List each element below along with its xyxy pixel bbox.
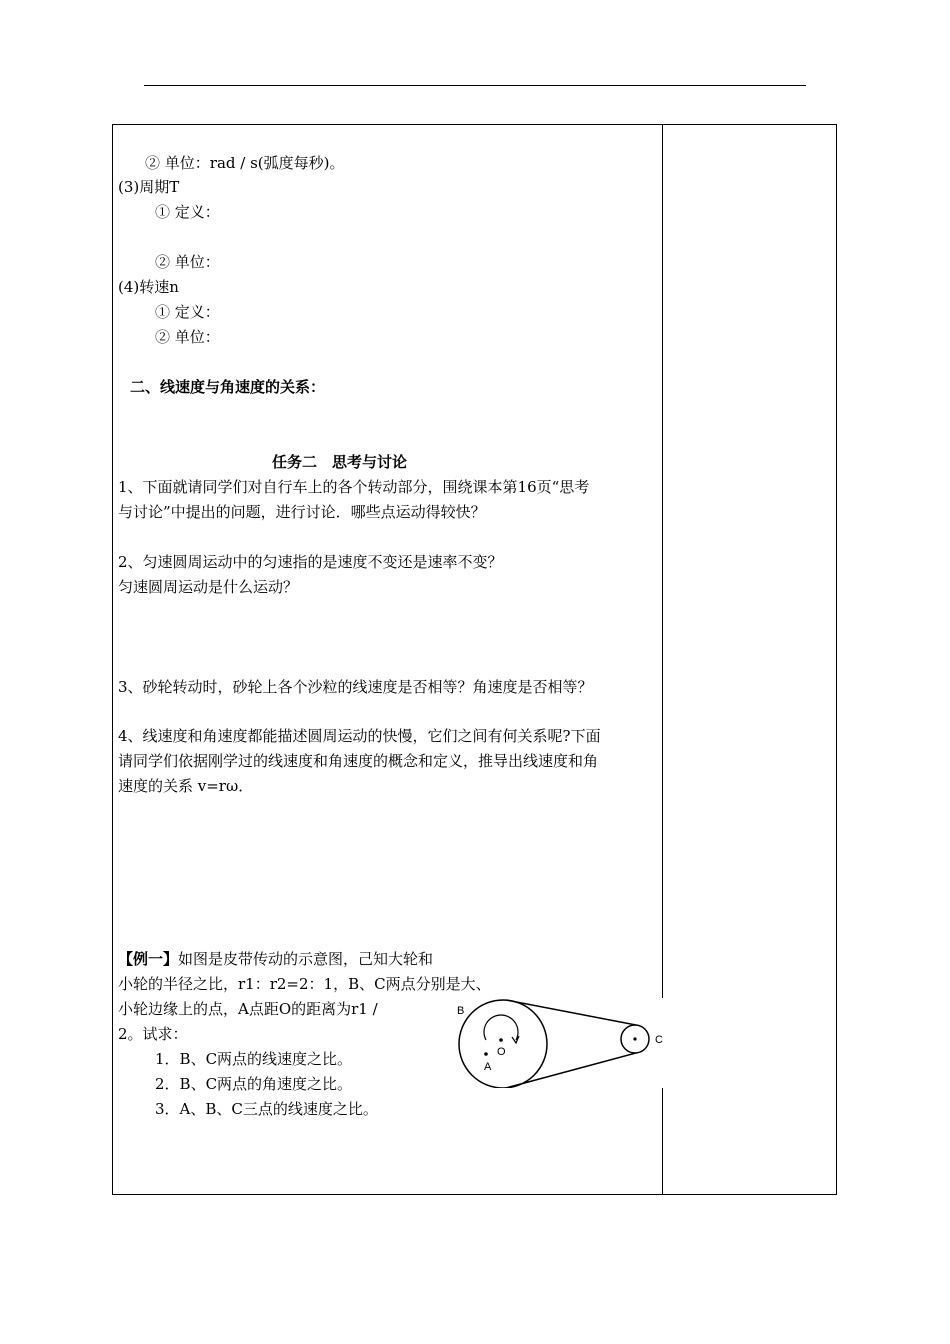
question3: 3、砂轮转动时，砂轮上各个沙粒的线速度是否相等？角速度是否相等？ <box>118 678 593 696</box>
label-b: B <box>457 1005 465 1017</box>
example1-line2: 小轮的半径之比，r1：r2=2：1，B、C两点分别是大、 <box>118 975 491 993</box>
header-rule <box>144 85 806 86</box>
question4-line2: 请同学们依据刚学过的线速度和角速度的概念和定义，推导出线速度和角 <box>118 752 599 770</box>
point-a <box>484 1052 488 1056</box>
diagram-background <box>453 998 668 1088</box>
question2-line2: 匀速圆周运动是什么运动？ <box>118 578 299 596</box>
period-definition: ① 定义： <box>155 203 220 221</box>
omega-unit: ② 单位：rad / s(弧度每秒)。 <box>145 154 345 172</box>
period-unit: ② 单位： <box>155 253 220 271</box>
speed-unit: ② 单位： <box>155 328 220 346</box>
section2-heading: 二、线速度与角速度的关系： <box>130 378 326 396</box>
belt-drive-diagram <box>453 998 668 1088</box>
example1-item2: 2．B、C两点的角速度之比。 <box>155 1075 353 1093</box>
question2-line1: 2、匀速圆周运动中的匀速指的是速度不变还是速率不变？ <box>118 553 503 571</box>
label-c: C <box>655 1034 663 1046</box>
period-heading: (3)周期T <box>118 178 180 196</box>
example1-line1-text: 如图是皮带传动的示意图，己知大轮和 <box>178 950 434 968</box>
question4-line1: 4、线速度和角速度都能描述圆周运动的快慢，它们之间有何关系呢?下面 <box>118 727 601 745</box>
question4-line3: 速度的关系 v=rω． <box>118 777 254 795</box>
example1-line4: 2。试求： <box>118 1025 188 1043</box>
example1-label: 【例一】 <box>118 950 179 968</box>
label-o: O <box>497 1046 506 1058</box>
speed-heading: (4)转速n <box>118 278 179 296</box>
question1-line1: 1、下面就请同学们对自行车上的各个转动部分，围绕课本第16页“思考 <box>118 478 590 496</box>
question1-line2: 与讨论”中提出的问题，进行讨论．哪些点运动得较快？ <box>118 503 486 521</box>
small-wheel-center <box>633 1037 636 1040</box>
example1-line1 <box>118 949 433 969</box>
example1-item1: 1．B、C两点的线速度之比。 <box>155 1050 353 1068</box>
example1-line3: 小轮边缘上的点，A点距O的距离为r1 / <box>118 1000 378 1018</box>
example1-item3: 3．A、B、C三点的线速度之比。 <box>155 1100 378 1118</box>
speed-definition: ① 定义： <box>155 303 220 321</box>
label-a: A <box>484 1061 492 1073</box>
task2-title: 任务二 思考与讨论 <box>272 453 408 471</box>
center-point-o <box>499 1038 503 1042</box>
